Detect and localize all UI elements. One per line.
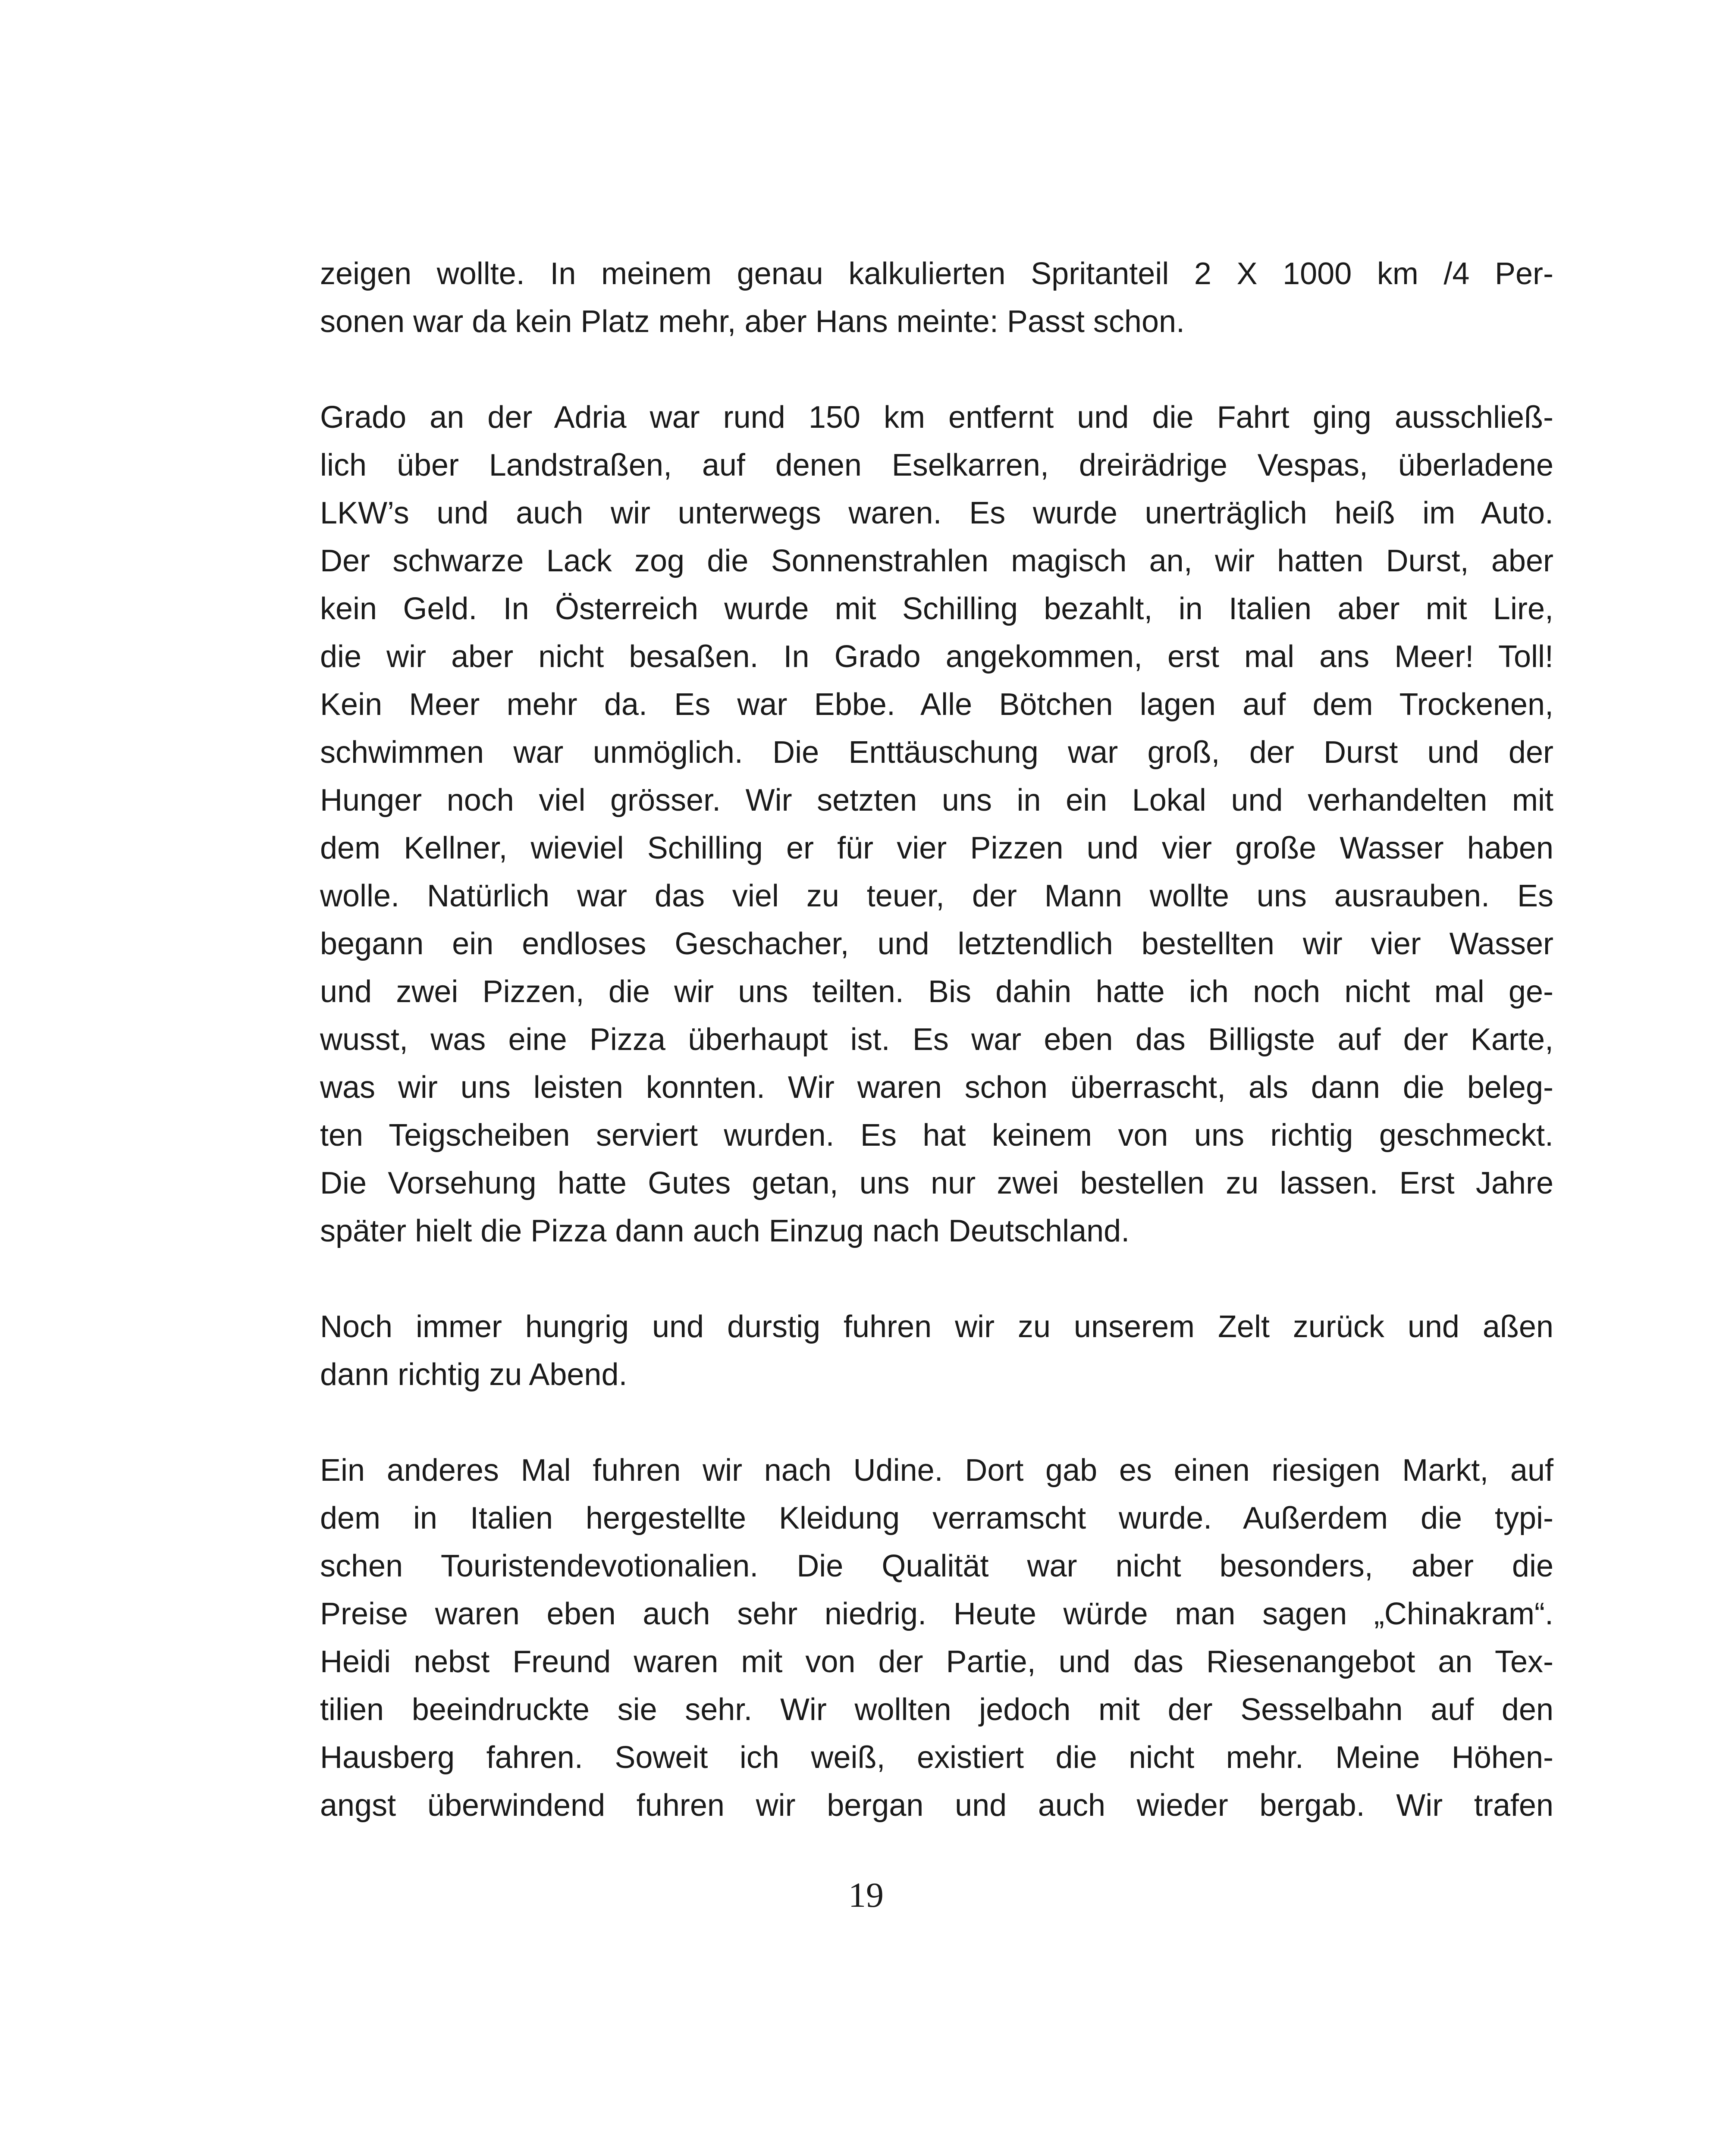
text-line: was wir uns leisten konnten. Wir waren schon überrascht, als dann die beleg- [320, 1070, 1553, 1105]
text-line: Grado an der Adria war rund 150 km entfernt und die Fahrt ging ausschließ- [320, 400, 1553, 435]
text-line: wolle. Natürlich war das viel zu teuer, der Mann wollte uns ausrauben. Es [320, 879, 1553, 913]
text-line: Preise waren eben auch sehr niedrig. Heute würde man sagen „Chinakram“. [320, 1597, 1553, 1631]
text-line: Die Vorsehung hatte Gutes getan, uns nur zwei bestellen zu lassen. Erst Jahre [320, 1166, 1553, 1200]
text-line: dann richtig zu Abend. [320, 1357, 628, 1392]
text-line: Ein anderes Mal fuhren wir nach Udine. Dort gab es einen riesigen Markt, auf [320, 1453, 1553, 1488]
text-line: LKW’s und auch wir unterwegs waren. Es wurde unerträglich heiß im Auto. [320, 496, 1553, 530]
body-text [320, 250, 1553, 1877]
paragraph [320, 1447, 1553, 1830]
text-line: ten Teigscheiben serviert wurden. Es hat keinem von uns richtig geschmeckt. [320, 1118, 1553, 1153]
text-line: sonen war da kein Platz mehr, aber Hans meinte: Passt schon. [320, 304, 1185, 339]
text-line: Kein Meer mehr da. Es war Ebbe. Alle Bötchen lagen auf dem Trockenen, [320, 687, 1553, 722]
text-line: und zwei Pizzen, die wir uns teilten. Bis dahin hatte ich noch nicht mal ge- [320, 975, 1553, 1009]
text-line: die wir aber nicht besaßen. In Grado angekommen, erst mal ans Meer! Toll! [320, 639, 1553, 674]
text-line: lich über Landstraßen, auf denen Eselkarren, dreirädrige Vespas, überladene [320, 448, 1553, 483]
text-line: zeigen wollte. In meinem genau kalkulierten Spritanteil 2 X 1000 km /4 Per- [320, 257, 1553, 291]
text-line: später hielt die Pizza dann auch Einzug nach Deutschland. [320, 1214, 1130, 1248]
text-line: Hunger noch viel grösser. Wir setzten uns in ein Lokal und verhandelten mit [320, 783, 1553, 818]
paragraph [320, 250, 1553, 346]
paragraph [320, 394, 1553, 1255]
text-line: Hausberg fahren. Soweit ich weiß, existiert die nicht mehr. Meine Höhen- [320, 1740, 1553, 1775]
text-line: angst überwindend fuhren wir bergan und auch wieder bergab. Wir trafen [320, 1788, 1553, 1823]
page-number: 19 [848, 1875, 884, 1915]
text-line: wusst, was eine Pizza überhaupt ist. Es war eben das Billigste auf der Karte, [320, 1022, 1553, 1057]
text-line: dem Kellner, wieviel Schilling er für vier Pizzen und vier große Wasser haben [320, 831, 1553, 865]
text-line: Der schwarze Lack zog die Sonnenstrahlen magisch an, wir hatten Durst, aber [320, 544, 1553, 578]
text-line: dem in Italien hergestellte Kleidung verramscht wurde. Außerdem die typi- [320, 1501, 1553, 1536]
text-line: tilien beeindruckte sie sehr. Wir wollten jedoch mit der Sesselbahn auf den [320, 1692, 1553, 1727]
paragraph [320, 1303, 1553, 1399]
text-line: Heidi nebst Freund waren mit von der Partie, und das Riesenangebot an Tex- [320, 1645, 1553, 1679]
text-line: Noch immer hungrig und durstig fuhren wir zu unserem Zelt zurück und aßen [320, 1310, 1553, 1344]
text-line: begann ein endloses Geschacher, und letztendlich bestellten wir vier Wasser [320, 927, 1553, 961]
text-line: kein Geld. In Österreich wurde mit Schilling bezahlt, in Italien aber mit Lire, [320, 592, 1553, 626]
text-line: schwimmen war unmöglich. Die Enttäuschung war groß, der Durst und der [320, 735, 1553, 770]
text-line: schen Touristendevotionalien. Die Qualität war nicht besonders, aber die [320, 1549, 1553, 1583]
